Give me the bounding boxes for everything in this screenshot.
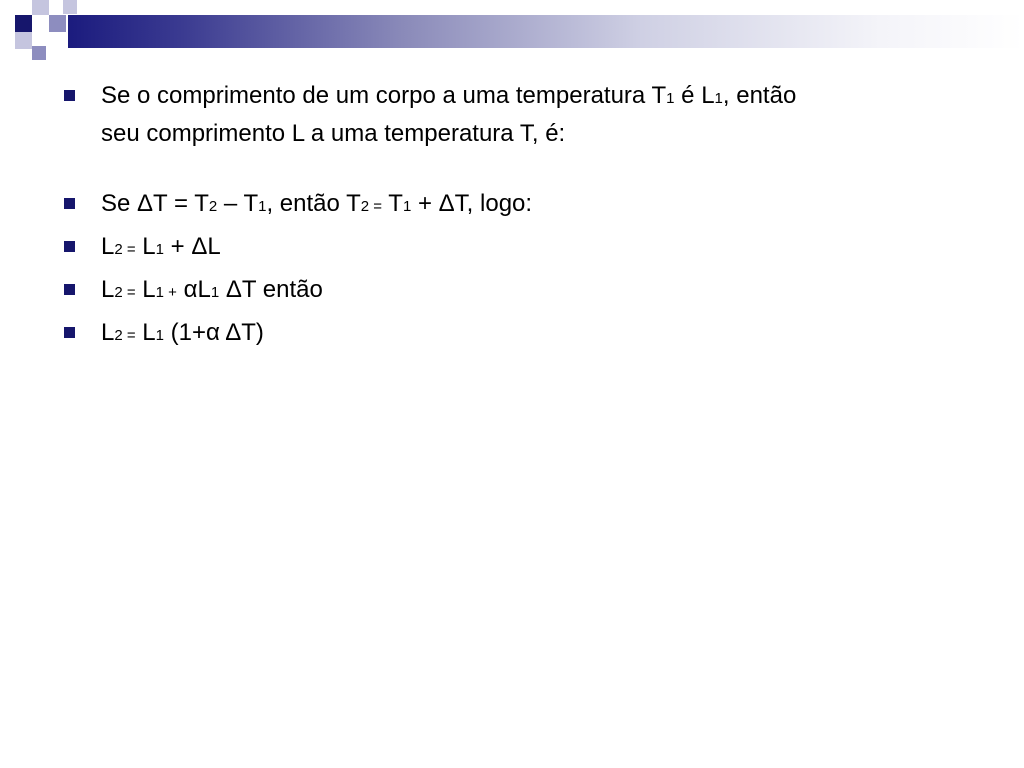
header-square-light bbox=[32, 0, 49, 15]
text-run: seu comprimento L a uma temperatura T, é: bbox=[101, 120, 566, 147]
subscript: 1 bbox=[258, 198, 267, 215]
text-run: Se o comprimento de um corpo a uma temperatura T bbox=[101, 82, 667, 109]
text-run: L bbox=[135, 233, 156, 260]
text-run: αL bbox=[176, 276, 211, 303]
text-run: Se ΔT = T bbox=[101, 190, 209, 217]
subscript: 2 = bbox=[360, 198, 383, 215]
square-bullet-icon bbox=[64, 327, 75, 338]
header-gradient-bar bbox=[68, 15, 1024, 48]
square-bullet-icon bbox=[64, 198, 75, 209]
bullet-item bbox=[64, 186, 964, 224]
text-run: , então bbox=[722, 82, 797, 109]
text-run: T bbox=[382, 190, 403, 217]
text-run: L bbox=[135, 319, 156, 346]
subscript: 1 + bbox=[155, 284, 177, 301]
text-run: – T bbox=[217, 190, 259, 217]
text-run: L bbox=[101, 319, 115, 346]
text-run: + ΔL bbox=[164, 233, 221, 260]
text-run: L bbox=[101, 233, 115, 260]
subscript: 1 bbox=[155, 241, 164, 258]
subscript: 1 bbox=[714, 90, 723, 107]
subscript: 2 = bbox=[114, 241, 136, 258]
header-square-light bbox=[63, 0, 77, 14]
text-run: + ΔT, logo: bbox=[411, 190, 533, 217]
subscript: 1 bbox=[155, 327, 164, 344]
text-run: ΔT então bbox=[219, 276, 323, 303]
square-bullet-icon bbox=[64, 241, 75, 252]
header-square-mid bbox=[49, 15, 66, 32]
subscript: 2 bbox=[208, 198, 218, 215]
header-square-mid bbox=[32, 46, 46, 60]
text-run: , então T bbox=[266, 190, 361, 217]
subscript: 2 = bbox=[114, 284, 136, 301]
bullet-item bbox=[64, 229, 964, 267]
bullet-item bbox=[64, 272, 964, 310]
bullet-list bbox=[64, 78, 964, 353]
subscript: 1 bbox=[666, 90, 675, 107]
header-square-dark bbox=[15, 15, 32, 32]
subscript: 2 = bbox=[114, 327, 136, 344]
subscript: 1 bbox=[210, 284, 220, 301]
text-run: (1+α ΔT) bbox=[164, 319, 264, 346]
text-run: é L bbox=[674, 82, 715, 109]
bullet-item bbox=[64, 315, 964, 353]
text-run: L bbox=[135, 276, 156, 303]
square-bullet-icon bbox=[64, 90, 75, 101]
square-bullet-icon bbox=[64, 284, 75, 295]
subscript: 1 bbox=[402, 198, 412, 215]
bullet-item bbox=[64, 78, 964, 151]
header-square-light bbox=[15, 32, 32, 49]
text-run: L bbox=[101, 276, 115, 303]
